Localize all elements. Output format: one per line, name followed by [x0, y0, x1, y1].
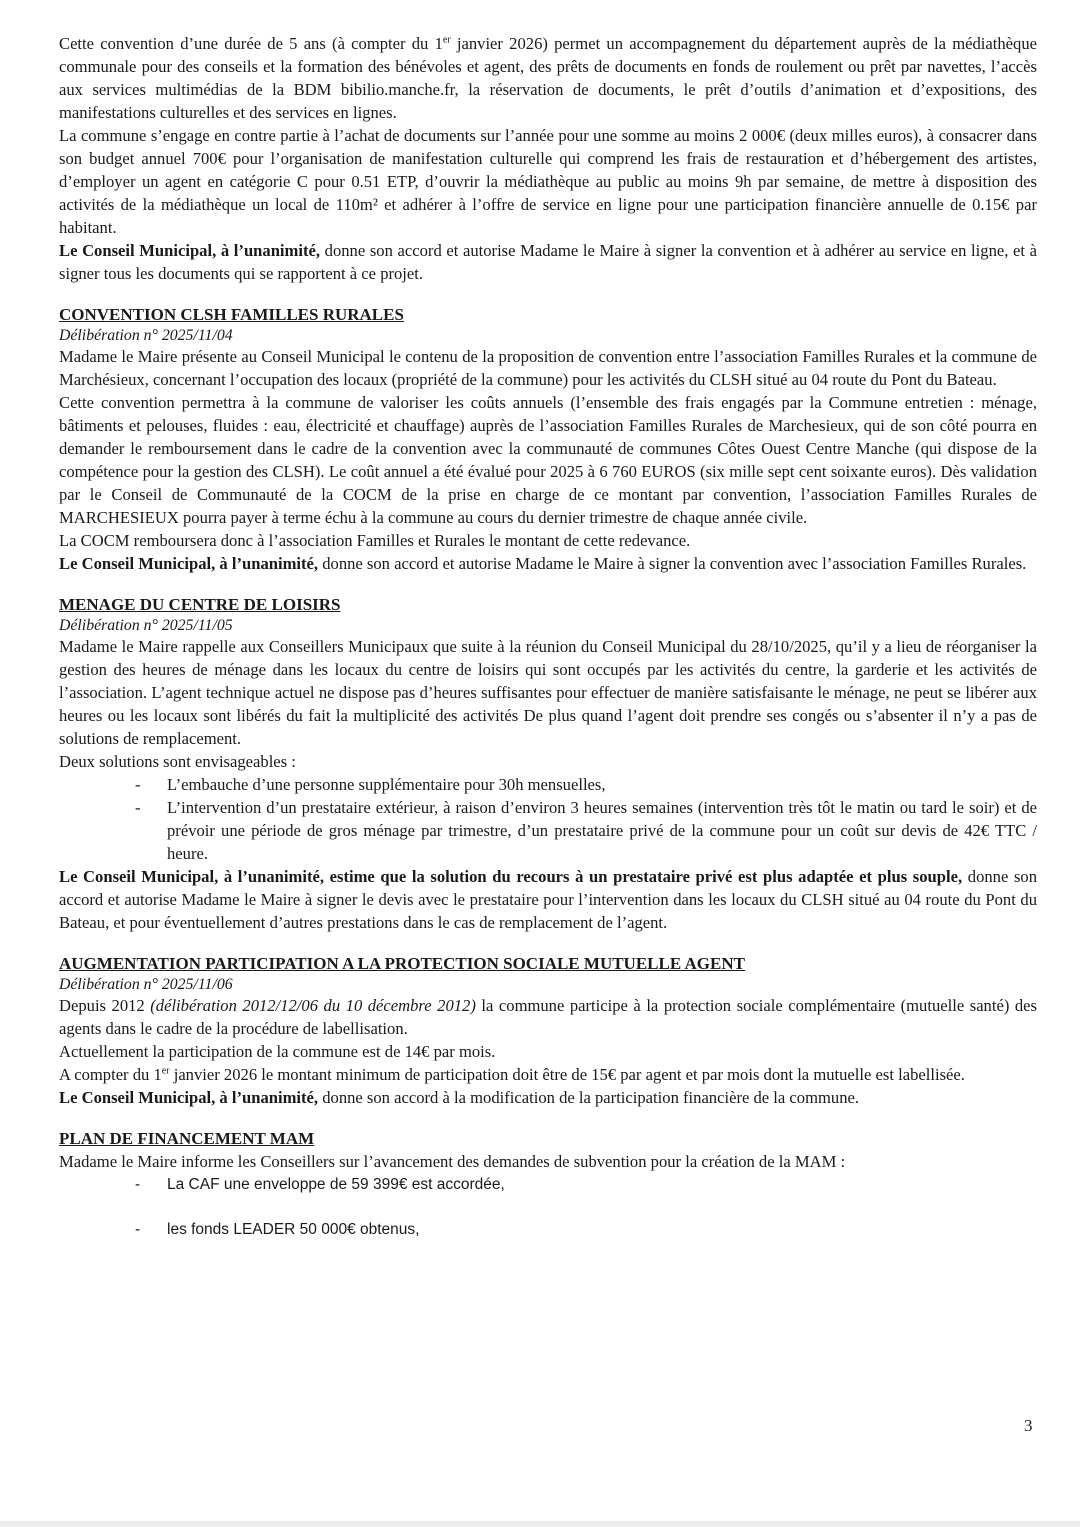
section-title: MENAGE DU CENTRE DE LOISIRS — [59, 595, 341, 614]
paragraph: Madame le Maire présente au Conseil Municipal le contenu de la proposition de convention entre l’association Familles Rurales et la commune de Marchésieux, concernant l’occupation des locaux (propriété de la commune) pour les activités du CLSH situé au 04 route du Pont du Bateau. — [59, 347, 1037, 389]
decision-paragraph: Le Conseil Municipal, à l’unanimité, estime que la solution du recours à un prestataire privé est plus adaptée et plus souple, donne son accord et autorise Madame le Maire à signer le devis avec le prestataire pour l’intervention dans les locaux du CLSH situé au 04 route du Pont du Bateau, et pour éventuellement d’autres prestations dans le cas de remplacement de l’agent. — [59, 867, 1038, 932]
section-protection-sociale — [59, 952, 1037, 1109]
section-title: CONVENTION CLSH FAMILLES RURALES — [59, 305, 404, 324]
paragraph: Cette convention permettra à la commune de valoriser les coûts annuels (l’ensemble des frais engagés par la Commune entretien : ménage, bâtiments et pelouses, fluides : eau, électricité et chauffage) auprès de l’association Familles Rurales de Marchesieux, qui de son côté pourra en demander le remboursement dans le cadre de la convention avec la communauté de communes Côtes Ouest Centre Manche (qui dispose de la compétence pour la gestion des CLSH). Le coût annuel a été évalué pour 2025 à 6 760 EUROS (six mille sept cent soixante euros). Dès validation par le Conseil de Communauté de la COCM de la prise en charge de ce montant par convention, l’association Familles Rurales de MARCHESIEUX pourra payer à terme échu à la commune au cours du dernier trimestre de chaque année civile. — [59, 393, 1037, 527]
solutions-list — [59, 773, 1037, 865]
section-menage-centre-loisirs — [59, 593, 1037, 934]
paragraph: La COCM remboursera donc à l’association Familles et Rurales le montant de cette redevance. — [59, 531, 691, 550]
decision-paragraph: Le Conseil Municipal, à l’unanimité, donne son accord à la modification de la participation financière de la commune. — [59, 1088, 860, 1107]
paragraph: A compter du 1er janvier 2026 le montant minimum de participation doit être de 15€ par agent et par mois dont la mutuelle est labellisée. — [59, 1065, 965, 1084]
section-plan-financement-mam — [59, 1127, 1037, 1241]
deliberation-number: Délibération n° 2025/11/06 — [59, 976, 233, 993]
paragraph: Deux solutions sont envisageables : — [59, 752, 296, 771]
deliberation-number: Délibération n° 2025/11/05 — [59, 617, 233, 634]
section-convention-clsh — [59, 303, 1037, 575]
paragraph: Actuellement la participation de la commune est de 14€ par mois. — [59, 1042, 496, 1061]
list-item: - L’intervention d’un prestataire extérieur, à raison d’environ 3 heures semaines (intervention très tôt le matin ou tard le soir) et de prévoir une période de gros ménage par trimestre, d’un prestataire privé de la commune pour un coût sur devis de 42€ TTC / heure. — [109, 796, 1037, 865]
paragraph: Madame le Maire rappelle aux Conseillers Municipaux que suite à la réunion du Conseil Municipal du 28/10/2025, qu’il y a lieu de réorganiser la gestion des heures de ménage dans les locaux du centre de loisirs qui sont occupés par les activités du centre, la garderie et les activités de l’association. L’agent technique actuel ne dispose pas d’heures suffisantes pour effectuer de manière satisfaisante le ménage, ne peut se libérer aux heures ou les locaux sont libérés du fait la multiplicité des activités De plus quand l’agent doit prendre ses congés ou s’absenter il n’y a pas de solutions de remplacement. — [59, 637, 1037, 748]
list-item: - La CAF une enveloppe de 59 399€ est accordée, — [109, 1173, 1037, 1196]
page-number: 3 — [1024, 1416, 1033, 1435]
list-item: - L’embauche d’une personne supplémentaire pour 30h mensuelles, — [109, 773, 1037, 796]
list-item: - les fonds LEADER 50 000€ obtenus, — [109, 1218, 1037, 1241]
intro-paragraph-2: La commune s’engage en contre partie à l’achat de documents sur l’année pour une somme au moins 2 000€ (deux milles euros), à consacrer dans son budget annuel 700€ pour l’organisation de manifestation culturelle qui comprend les frais de restauration et d’hébergement des artistes, d’employer un agent en catégorie C pour 0.51 ETP, d’ouvrir la médiathèque au public au moins 9h par semaine, de mettre à disposition des activités de la médiathèque un local de 110m² et adhérer à l’offre de service en ligne pour une participation financière annuelle de 0.15€ par habitant. — [59, 126, 1037, 237]
document-page — [59, 32, 1037, 1241]
section-title: AUGMENTATION PARTICIPATION A LA PROTECTION SOCIALE MUTUELLE AGENT — [59, 954, 745, 973]
decision-paragraph: Le Conseil Municipal, à l’unanimité, donne son accord et autorise Madame le Maire à signer la convention avec l’association Familles Rurales. — [59, 554, 1027, 573]
intro-paragraph-1: Cette convention d’une durée de 5 ans (à compter du 1er janvier 2026) permet un accompagnement du département auprès de la médiathèque communale pour des conseils et la formation des bénévoles et agent, des prêts de documents en fonds de roulement ou prêt par navettes, l’accès aux services multimédias de la BDM bibilio.manche.fr, la réservation de documents, le prêt d’outils d’animation et d’expositions, des manifestations culturelles et des services en lignes. — [59, 34, 1038, 122]
intro-decision: Le Conseil Municipal, à l’unanimité, donne son accord et autorise Madame le Maire à signer la convention et à adhérer au service en ligne, et à signer tous les documents qui se rapportent à ce projet. — [59, 241, 1037, 283]
page-bottom-edge — [0, 1521, 1080, 1527]
paragraph: Madame le Maire informe les Conseillers sur l’avancement des demandes de subvention pour la création de la MAM : — [59, 1152, 846, 1171]
paragraph: Depuis 2012 (délibération 2012/12/06 du 10 décembre 2012) la commune participe à la protection sociale complémentaire (mutuelle santé) des agents dans le cadre de la procédure de labellisation. — [59, 996, 1037, 1038]
subsidy-list — [59, 1173, 1037, 1241]
deliberation-number: Délibération n° 2025/11/04 — [59, 327, 233, 344]
section-title: PLAN DE FINANCEMENT MAM — [59, 1129, 315, 1148]
